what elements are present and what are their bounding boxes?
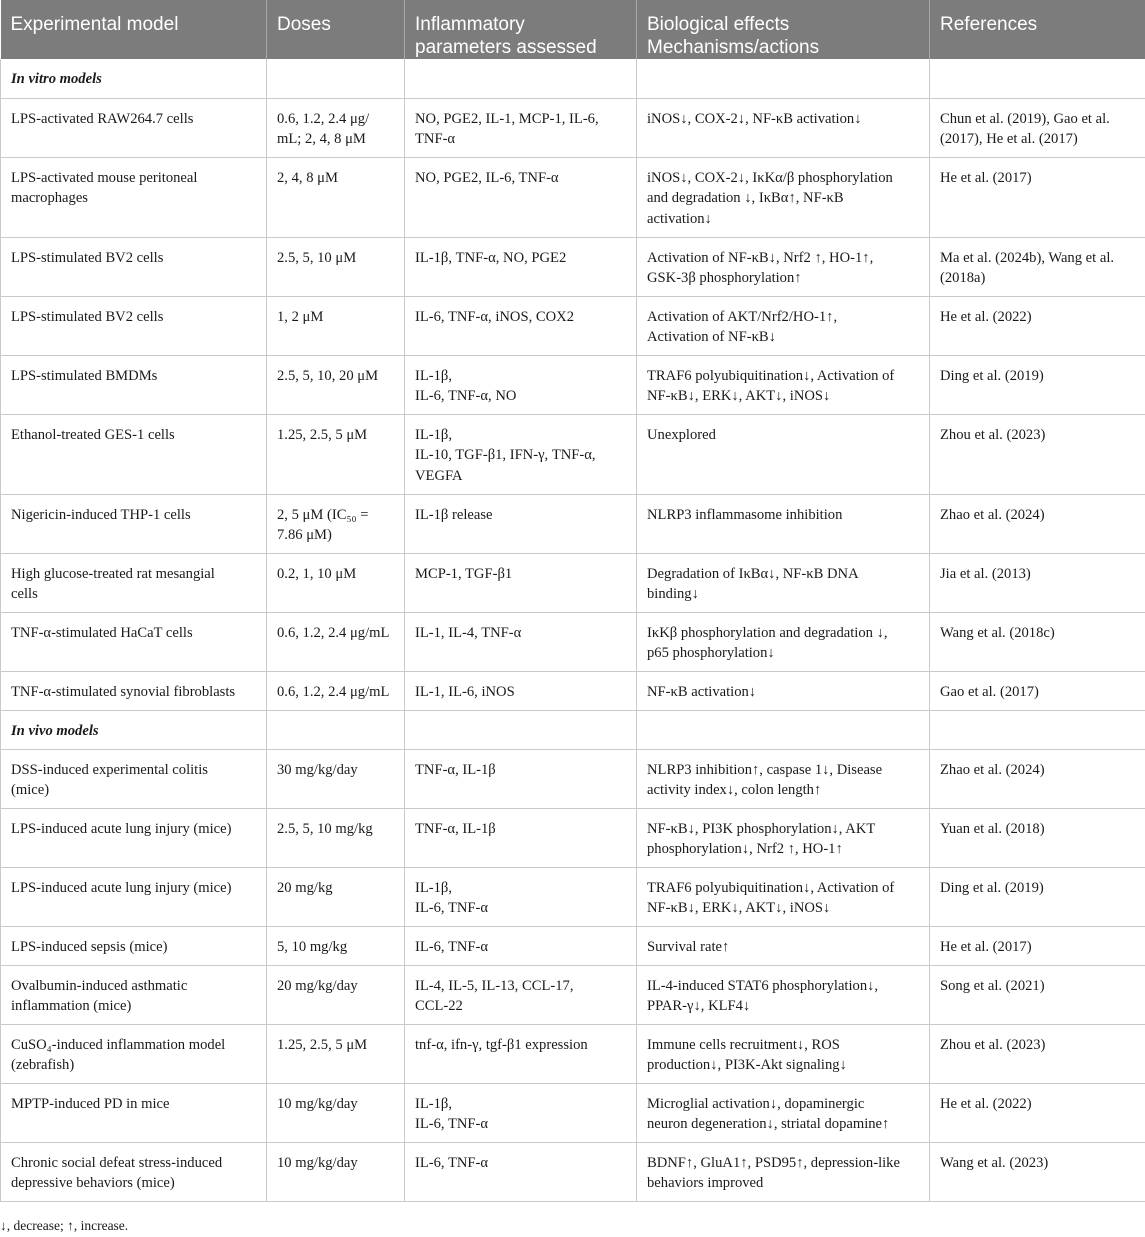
header-row [1, 0, 1145, 59]
cell-doses: 20 mg/kg/day [267, 965, 405, 1024]
cell-doses: 2, 5 μM (IC₅₀ = 7.86 μM) [267, 494, 405, 553]
cell-doses [267, 59, 405, 98]
cell-model: LPS-activated RAW264.7 cells [1, 98, 267, 157]
cell-references: Zhao et al. (2024) [930, 749, 1145, 808]
section-title: In vivo models [1, 710, 267, 749]
cell-doses [267, 710, 405, 749]
cell-references [930, 59, 1145, 98]
header-experimental-model: Experimental model [1, 0, 267, 59]
cell-model: TNF-α-stimulated synovial fibroblasts [1, 671, 267, 710]
cell-effects: NF-κB activation↓ [637, 671, 930, 710]
cell-model: Ovalbumin-induced asthmatic inflammation (mice) [1, 965, 267, 1024]
cell-effects: IL-4-induced STAT6 phosphorylation↓, PPAR-γ↓, KLF4↓ [637, 965, 930, 1024]
cell-references: Wang et al. (2023) [930, 1142, 1145, 1201]
section-title: In vitro models [1, 59, 267, 98]
cell-references: Jia et al. (2013) [930, 553, 1145, 612]
section-row [1, 710, 1145, 749]
cell-references: Song et al. (2021) [930, 965, 1145, 1024]
cell-references: He et al. (2022) [930, 296, 1145, 355]
cell-parameters [405, 59, 637, 98]
cell-model: LPS-induced acute lung injury (mice) [1, 867, 267, 926]
table-row [1, 98, 1145, 157]
table-row [1, 414, 1145, 494]
cell-parameters: IL-6, TNF-α [405, 1142, 637, 1201]
cell-parameters: IL-1β, TNF-α, NO, PGE2 [405, 237, 637, 296]
table-row [1, 553, 1145, 612]
cell-parameters: tnf-α, ifn-γ, tgf-β1 expression [405, 1024, 637, 1083]
cell-parameters: TNF-α, IL-1β [405, 749, 637, 808]
header-inflammatory-parameters: Inflammatory parameters assessed [405, 0, 637, 59]
cell-model: TNF-α-stimulated HaCaT cells [1, 612, 267, 671]
cell-model: High glucose-treated rat mesangial cells [1, 553, 267, 612]
cell-model: DSS-induced experimental colitis (mice) [1, 749, 267, 808]
cell-references [930, 710, 1145, 749]
cell-references: Wang et al. (2018c) [930, 612, 1145, 671]
table-row [1, 749, 1145, 808]
cell-references: Zhao et al. (2024) [930, 494, 1145, 553]
cell-model: Nigericin-induced THP-1 cells [1, 494, 267, 553]
cell-doses: 30 mg/kg/day [267, 749, 405, 808]
cell-parameters: IL-1β, IL-6, TNF-α [405, 1083, 637, 1142]
cell-effects: NLRP3 inflammasome inhibition [637, 494, 930, 553]
cell-effects: Degradation of IκBα↓, NF-κB DNA binding↓ [637, 553, 930, 612]
cell-references: He et al. (2022) [930, 1083, 1145, 1142]
cell-effects: Activation of NF-κB↓, Nrf2 ↑, HO-1↑, GSK-3β phosphorylation↑ [637, 237, 930, 296]
cell-parameters: IL-1, IL-4, TNF-α [405, 612, 637, 671]
cell-doses: 20 mg/kg [267, 867, 405, 926]
cell-references: Ma et al. (2024b), Wang et al. (2018a) [930, 237, 1145, 296]
table-row [1, 612, 1145, 671]
table-row [1, 1024, 1145, 1083]
cell-effects: iNOS↓, COX-2↓, IκKα/β phosphorylation and degradation ↓, IκBα↑, NF-κB activation↓ [637, 157, 930, 237]
cell-effects: BDNF↑, GluA1↑, PSD95↑, depression-like behaviors improved [637, 1142, 930, 1201]
cell-doses: 10 mg/kg/day [267, 1142, 405, 1201]
cell-parameters: NO, PGE2, IL-1, MCP-1, IL-6, TNF-α [405, 98, 637, 157]
cell-effects: Unexplored [637, 414, 930, 494]
cell-doses: 0.6, 1.2, 2.4 μg/mL [267, 671, 405, 710]
cell-parameters [405, 710, 637, 749]
cell-parameters: NO, PGE2, IL-6, TNF-α [405, 157, 637, 237]
cell-doses: 1.25, 2.5, 5 μM [267, 414, 405, 494]
cell-doses: 0.2, 1, 10 μM [267, 553, 405, 612]
table-row [1, 1083, 1145, 1142]
cell-parameters: IL-1β, IL-6, TNF-α, NO [405, 355, 637, 414]
cell-references: He et al. (2017) [930, 157, 1145, 237]
header-doses: Doses [267, 0, 405, 59]
cell-model: CuSO₄-induced inflammation model (zebrafish) [1, 1024, 267, 1083]
cell-doses: 10 mg/kg/day [267, 1083, 405, 1142]
cell-parameters: IL-6, TNF-α [405, 926, 637, 965]
cell-model: Chronic social defeat stress-induced depressive behaviors (mice) [1, 1142, 267, 1201]
cell-model: MPTP-induced PD in mice [1, 1083, 267, 1142]
cell-doses: 0.6, 1.2, 2.4 μg/ mL; 2, 4, 8 μM [267, 98, 405, 157]
cell-doses: 0.6, 1.2, 2.4 μg/mL [267, 612, 405, 671]
cell-effects: Immune cells recruitment↓, ROS production↓, PI3K-Akt signaling↓ [637, 1024, 930, 1083]
cell-effects: NF-κB↓, PI3K phosphorylation↓, AKT phosphorylation↓, Nrf2 ↑, HO-1↑ [637, 808, 930, 867]
cell-parameters: IL-1β release [405, 494, 637, 553]
cell-parameters: MCP-1, TGF-β1 [405, 553, 637, 612]
table-row [1, 296, 1145, 355]
cell-model: Ethanol-treated GES-1 cells [1, 414, 267, 494]
cell-references: Yuan et al. (2018) [930, 808, 1145, 867]
cell-effects: TRAF6 polyubiquitination↓, Activation of NF-κB↓, ERK↓, AKT↓, iNOS↓ [637, 867, 930, 926]
cell-references: Zhou et al. (2023) [930, 1024, 1145, 1083]
cell-doses: 2, 4, 8 μM [267, 157, 405, 237]
cell-model: LPS-induced acute lung injury (mice) [1, 808, 267, 867]
cell-effects: TRAF6 polyubiquitination↓, Activation of NF-κB↓, ERK↓, AKT↓, iNOS↓ [637, 355, 930, 414]
cell-references: Zhou et al. (2023) [930, 414, 1145, 494]
cell-effects: iNOS↓, COX-2↓, NF-κB activation↓ [637, 98, 930, 157]
table-row [1, 926, 1145, 965]
header-references: References [930, 0, 1145, 59]
cell-parameters: IL-6, TNF-α, iNOS, COX2 [405, 296, 637, 355]
cell-effects: Survival rate↑ [637, 926, 930, 965]
table-row [1, 965, 1145, 1024]
footnote: ↓, decrease; ↑, increase. [0, 1218, 129, 1233]
table-row [1, 1142, 1145, 1201]
table-row [1, 157, 1145, 237]
cell-references: Ding et al. (2019) [930, 355, 1145, 414]
header-biological-effects: Biological effects Mechanisms/actions [637, 0, 930, 59]
table-row [1, 671, 1145, 710]
cell-model: LPS-stimulated BV2 cells [1, 296, 267, 355]
cell-effects: Activation of AKT/Nrf2/HO-1↑, Activation of NF-κB↓ [637, 296, 930, 355]
cell-model: LPS-stimulated BV2 cells [1, 237, 267, 296]
cell-doses: 2.5, 5, 10, 20 μM [267, 355, 405, 414]
section-row [1, 59, 1145, 98]
cell-effects: IκKβ phosphorylation and degradation ↓, p65 phosphorylation↓ [637, 612, 930, 671]
cell-doses: 2.5, 5, 10 μM [267, 237, 405, 296]
cell-effects: Microglial activation↓, dopaminergic neuron degeneration↓, striatal dopamine↑ [637, 1083, 930, 1142]
table-row [1, 237, 1145, 296]
cell-effects [637, 59, 930, 98]
cell-model: LPS-stimulated BMDMs [1, 355, 267, 414]
table-row [1, 355, 1145, 414]
table-row [1, 867, 1145, 926]
cell-parameters: IL-1β, IL-6, TNF-α [405, 867, 637, 926]
cell-doses: 2.5, 5, 10 mg/kg [267, 808, 405, 867]
table-row [1, 808, 1145, 867]
table-row [1, 494, 1145, 553]
cell-model: LPS-induced sepsis (mice) [1, 926, 267, 965]
cell-parameters: IL-4, IL-5, IL-13, CCL-17, CCL-22 [405, 965, 637, 1024]
cell-references: He et al. (2017) [930, 926, 1145, 965]
cell-model: LPS-activated mouse peritoneal macrophages [1, 157, 267, 237]
cell-effects: NLRP3 inhibition↑, caspase 1↓, Disease activity index↓, colon length↑ [637, 749, 930, 808]
cell-references: Ding et al. (2019) [930, 867, 1145, 926]
cell-references: Chun et al. (2019), Gao et al. (2017), He et al. (2017) [930, 98, 1145, 157]
cell-effects [637, 710, 930, 749]
cell-parameters: IL-1β, IL-10, TGF-β1, IFN-γ, TNF-α, VEGFA [405, 414, 637, 494]
cell-doses: 5, 10 mg/kg [267, 926, 405, 965]
cell-parameters: IL-1, IL-6, iNOS [405, 671, 637, 710]
cell-parameters: TNF-α, IL-1β [405, 808, 637, 867]
cell-references: Gao et al. (2017) [930, 671, 1145, 710]
cell-doses: 1.25, 2.5, 5 μM [267, 1024, 405, 1083]
cell-doses: 1, 2 μM [267, 296, 405, 355]
